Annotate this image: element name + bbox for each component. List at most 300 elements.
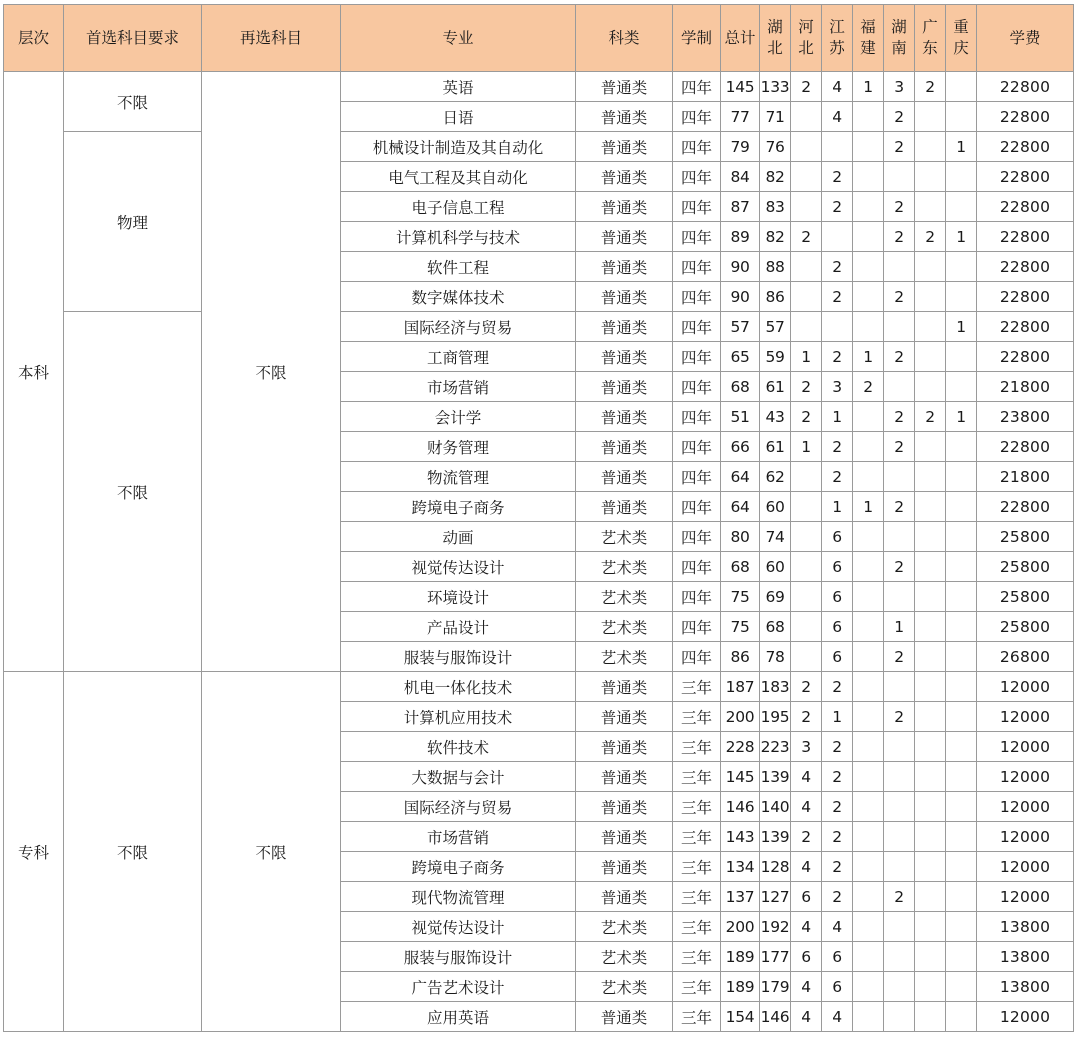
duration-cell: 四年 xyxy=(673,282,721,312)
major-cell: 机电一体化技术 xyxy=(341,672,576,702)
chongqing-cell xyxy=(946,492,977,522)
total-cell: 68 xyxy=(721,552,760,582)
chongqing-cell xyxy=(946,102,977,132)
hubei-cell: 69 xyxy=(760,582,791,612)
hubei-cell: 60 xyxy=(760,552,791,582)
header-fujian: 福 建 xyxy=(853,5,884,72)
fujian-cell xyxy=(853,972,884,1002)
category-cell: 艺术类 xyxy=(576,942,673,972)
total-cell: 189 xyxy=(721,972,760,1002)
header-hebei: 河 北 xyxy=(791,5,822,72)
fujian-cell xyxy=(853,102,884,132)
guangdong-cell: 2 xyxy=(915,402,946,432)
hebei-cell xyxy=(791,492,822,522)
category-cell: 普通类 xyxy=(576,402,673,432)
chongqing-cell xyxy=(946,342,977,372)
major-cell: 软件工程 xyxy=(341,252,576,282)
chongqing-cell xyxy=(946,432,977,462)
total-cell: 143 xyxy=(721,822,760,852)
guangdong-cell xyxy=(915,162,946,192)
duration-cell: 四年 xyxy=(673,72,721,102)
major-cell: 市场营销 xyxy=(341,822,576,852)
hubei-cell: 127 xyxy=(760,882,791,912)
hunan-cell: 2 xyxy=(884,192,915,222)
category-cell: 普通类 xyxy=(576,462,673,492)
major-cell: 电子信息工程 xyxy=(341,192,576,222)
fujian-cell xyxy=(853,642,884,672)
guangdong-cell xyxy=(915,792,946,822)
guangdong-cell xyxy=(915,882,946,912)
hubei-cell: 139 xyxy=(760,762,791,792)
tuition-cell: 22800 xyxy=(977,432,1074,462)
duration-cell: 三年 xyxy=(673,1002,721,1032)
duration-cell: 四年 xyxy=(673,462,721,492)
major-cell: 市场营销 xyxy=(341,372,576,402)
hebei-cell xyxy=(791,642,822,672)
fujian-cell xyxy=(853,282,884,312)
guangdong-cell xyxy=(915,132,946,162)
hebei-cell xyxy=(791,102,822,132)
guangdong-cell xyxy=(915,252,946,282)
major-cell: 国际经济与贸易 xyxy=(341,312,576,342)
hunan-cell: 2 xyxy=(884,642,915,672)
hebei-cell xyxy=(791,132,822,162)
fujian-cell xyxy=(853,432,884,462)
chongqing-cell: 1 xyxy=(946,402,977,432)
jiangsu-cell xyxy=(822,132,853,162)
guangdong-cell xyxy=(915,492,946,522)
jiangsu-cell: 1 xyxy=(822,492,853,522)
chongqing-cell xyxy=(946,762,977,792)
hunan-cell: 3 xyxy=(884,72,915,102)
guangdong-cell xyxy=(915,462,946,492)
guangdong-cell xyxy=(915,102,946,132)
hubei-cell: 146 xyxy=(760,1002,791,1032)
guangdong-cell xyxy=(915,702,946,732)
hubei-cell: 88 xyxy=(760,252,791,282)
jiangsu-cell: 3 xyxy=(822,372,853,402)
total-cell: 86 xyxy=(721,642,760,672)
total-cell: 84 xyxy=(721,162,760,192)
total-cell: 145 xyxy=(721,762,760,792)
guangdong-cell xyxy=(915,1002,946,1032)
table-body xyxy=(4,72,1074,1032)
hebei-cell: 4 xyxy=(791,1002,822,1032)
category-cell: 普通类 xyxy=(576,72,673,102)
duration-cell: 四年 xyxy=(673,522,721,552)
hubei-cell: 82 xyxy=(760,162,791,192)
major-cell: 机械设计制造及其自动化 xyxy=(341,132,576,162)
hunan-cell xyxy=(884,852,915,882)
duration-cell: 三年 xyxy=(673,792,721,822)
hunan-cell xyxy=(884,252,915,282)
major-cell: 服装与服饰设计 xyxy=(341,642,576,672)
guangdong-cell xyxy=(915,642,946,672)
jiangsu-cell: 6 xyxy=(822,642,853,672)
hebei-cell xyxy=(791,462,822,492)
hubei-cell: 60 xyxy=(760,492,791,522)
chongqing-cell xyxy=(946,192,977,222)
guangdong-cell xyxy=(915,432,946,462)
jiangsu-cell: 2 xyxy=(822,732,853,762)
table-row xyxy=(4,132,1074,162)
hubei-cell: 183 xyxy=(760,672,791,702)
category-cell: 普通类 xyxy=(576,312,673,342)
jiangsu-cell: 6 xyxy=(822,942,853,972)
jiangsu-cell: 6 xyxy=(822,972,853,1002)
fujian-cell xyxy=(853,702,884,732)
category-cell: 普通类 xyxy=(576,762,673,792)
hubei-cell: 59 xyxy=(760,342,791,372)
total-cell: 68 xyxy=(721,372,760,402)
hubei-cell: 57 xyxy=(760,312,791,342)
hunan-cell: 2 xyxy=(884,702,915,732)
guangdong-cell xyxy=(915,282,946,312)
fujian-cell xyxy=(853,1002,884,1032)
duration-cell: 四年 xyxy=(673,642,721,672)
chongqing-cell xyxy=(946,702,977,732)
category-cell: 普通类 xyxy=(576,492,673,522)
fujian-cell xyxy=(853,912,884,942)
chongqing-cell xyxy=(946,732,977,762)
hebei-cell xyxy=(791,192,822,222)
tuition-cell: 12000 xyxy=(977,792,1074,822)
category-cell: 艺术类 xyxy=(576,612,673,642)
hunan-cell xyxy=(884,162,915,192)
fujian-cell xyxy=(853,732,884,762)
duration-cell: 三年 xyxy=(673,882,721,912)
total-cell: 66 xyxy=(721,432,760,462)
total-cell: 146 xyxy=(721,792,760,822)
jiangsu-cell: 2 xyxy=(822,162,853,192)
hunan-cell xyxy=(884,942,915,972)
tuition-cell: 12000 xyxy=(977,1002,1074,1032)
tuition-cell: 25800 xyxy=(977,612,1074,642)
category-cell: 普通类 xyxy=(576,282,673,312)
total-cell: 64 xyxy=(721,462,760,492)
jiangsu-cell: 4 xyxy=(822,72,853,102)
first-subject-cell: 不限 xyxy=(64,72,202,132)
tuition-cell: 23800 xyxy=(977,402,1074,432)
guangdong-cell xyxy=(915,762,946,792)
duration-cell: 四年 xyxy=(673,402,721,432)
category-cell: 艺术类 xyxy=(576,642,673,672)
jiangsu-cell: 2 xyxy=(822,282,853,312)
tuition-cell: 22800 xyxy=(977,72,1074,102)
jiangsu-cell: 2 xyxy=(822,792,853,822)
guangdong-cell: 2 xyxy=(915,222,946,252)
tuition-cell: 22800 xyxy=(977,162,1074,192)
jiangsu-cell: 1 xyxy=(822,702,853,732)
total-cell: 57 xyxy=(721,312,760,342)
fujian-cell xyxy=(853,852,884,882)
hebei-cell: 6 xyxy=(791,882,822,912)
hunan-cell xyxy=(884,762,915,792)
chongqing-cell: 1 xyxy=(946,222,977,252)
major-cell: 计算机应用技术 xyxy=(341,702,576,732)
category-cell: 普通类 xyxy=(576,372,673,402)
hubei-cell: 140 xyxy=(760,792,791,822)
chongqing-cell xyxy=(946,522,977,552)
header-first-subject: 首选科目要求 xyxy=(64,5,202,72)
category-cell: 普通类 xyxy=(576,192,673,222)
guangdong-cell: 2 xyxy=(915,72,946,102)
chongqing-cell xyxy=(946,882,977,912)
category-cell: 普通类 xyxy=(576,222,673,252)
hebei-cell: 4 xyxy=(791,792,822,822)
tuition-cell: 25800 xyxy=(977,582,1074,612)
hebei-cell xyxy=(791,552,822,582)
hunan-cell: 2 xyxy=(884,432,915,462)
fujian-cell xyxy=(853,822,884,852)
header-chongqing: 重 庆 xyxy=(946,5,977,72)
major-cell: 软件技术 xyxy=(341,732,576,762)
category-cell: 普通类 xyxy=(576,822,673,852)
duration-cell: 三年 xyxy=(673,762,721,792)
chongqing-cell xyxy=(946,72,977,102)
hebei-cell xyxy=(791,582,822,612)
duration-cell: 三年 xyxy=(673,912,721,942)
fujian-cell xyxy=(853,132,884,162)
total-cell: 77 xyxy=(721,102,760,132)
first-subject-cell: 不限 xyxy=(64,672,202,1032)
header-level: 层次 xyxy=(4,5,64,72)
chongqing-cell xyxy=(946,582,977,612)
jiangsu-cell: 4 xyxy=(822,912,853,942)
total-cell: 134 xyxy=(721,852,760,882)
tuition-cell: 12000 xyxy=(977,882,1074,912)
chongqing-cell xyxy=(946,972,977,1002)
major-cell: 跨境电子商务 xyxy=(341,492,576,522)
guangdong-cell xyxy=(915,732,946,762)
total-cell: 200 xyxy=(721,702,760,732)
total-cell: 189 xyxy=(721,942,760,972)
major-cell: 日语 xyxy=(341,102,576,132)
guangdong-cell xyxy=(915,582,946,612)
hebei-cell: 2 xyxy=(791,72,822,102)
duration-cell: 四年 xyxy=(673,192,721,222)
chongqing-cell xyxy=(946,372,977,402)
chongqing-cell xyxy=(946,1002,977,1032)
fujian-cell xyxy=(853,222,884,252)
category-cell: 普通类 xyxy=(576,102,673,132)
total-cell: 75 xyxy=(721,612,760,642)
jiangsu-cell: 4 xyxy=(822,1002,853,1032)
chongqing-cell xyxy=(946,252,977,282)
level-cell: 本科 xyxy=(4,72,64,672)
jiangsu-cell: 6 xyxy=(822,582,853,612)
fujian-cell xyxy=(853,552,884,582)
jiangsu-cell: 2 xyxy=(822,252,853,282)
duration-cell: 三年 xyxy=(673,852,721,882)
duration-cell: 四年 xyxy=(673,132,721,162)
hebei-cell xyxy=(791,522,822,552)
fujian-cell xyxy=(853,612,884,642)
header-hunan: 湖 南 xyxy=(884,5,915,72)
total-cell: 90 xyxy=(721,252,760,282)
chongqing-cell xyxy=(946,462,977,492)
guangdong-cell xyxy=(915,522,946,552)
hunan-cell xyxy=(884,582,915,612)
tuition-cell: 12000 xyxy=(977,762,1074,792)
major-cell: 环境设计 xyxy=(341,582,576,612)
hebei-cell: 6 xyxy=(791,942,822,972)
hubei-cell: 76 xyxy=(760,132,791,162)
tuition-cell: 13800 xyxy=(977,942,1074,972)
chongqing-cell xyxy=(946,822,977,852)
category-cell: 艺术类 xyxy=(576,552,673,582)
tuition-cell: 12000 xyxy=(977,852,1074,882)
fujian-cell xyxy=(853,312,884,342)
chongqing-cell xyxy=(946,612,977,642)
jiangsu-cell xyxy=(822,222,853,252)
hubei-cell: 86 xyxy=(760,282,791,312)
duration-cell: 四年 xyxy=(673,252,721,282)
guangdong-cell xyxy=(915,552,946,582)
hunan-cell: 2 xyxy=(884,282,915,312)
category-cell: 普通类 xyxy=(576,1002,673,1032)
hubei-cell: 195 xyxy=(760,702,791,732)
duration-cell: 四年 xyxy=(673,582,721,612)
major-cell: 数字媒体技术 xyxy=(341,282,576,312)
chongqing-cell: 1 xyxy=(946,132,977,162)
fujian-cell xyxy=(853,162,884,192)
guangdong-cell xyxy=(915,612,946,642)
hebei-cell: 4 xyxy=(791,852,822,882)
tuition-cell: 12000 xyxy=(977,822,1074,852)
guangdong-cell xyxy=(915,972,946,1002)
tuition-cell: 22800 xyxy=(977,252,1074,282)
header-row xyxy=(4,5,1074,72)
major-cell: 国际经济与贸易 xyxy=(341,792,576,822)
duration-cell: 四年 xyxy=(673,612,721,642)
category-cell: 普通类 xyxy=(576,132,673,162)
chongqing-cell xyxy=(946,942,977,972)
hubei-cell: 78 xyxy=(760,642,791,672)
hebei-cell xyxy=(791,612,822,642)
tuition-cell: 22800 xyxy=(977,342,1074,372)
total-cell: 187 xyxy=(721,672,760,702)
hunan-cell: 2 xyxy=(884,342,915,372)
major-cell: 大数据与会计 xyxy=(341,762,576,792)
tuition-cell: 12000 xyxy=(977,672,1074,702)
duration-cell: 四年 xyxy=(673,162,721,192)
major-cell: 会计学 xyxy=(341,402,576,432)
hunan-cell xyxy=(884,822,915,852)
category-cell: 普通类 xyxy=(576,252,673,282)
hubei-cell: 139 xyxy=(760,822,791,852)
duration-cell: 三年 xyxy=(673,732,721,762)
jiangsu-cell: 2 xyxy=(822,822,853,852)
guangdong-cell xyxy=(915,822,946,852)
hebei-cell: 3 xyxy=(791,732,822,762)
hunan-cell xyxy=(884,372,915,402)
total-cell: 228 xyxy=(721,732,760,762)
hebei-cell xyxy=(791,162,822,192)
category-cell: 普通类 xyxy=(576,732,673,762)
hebei-cell xyxy=(791,282,822,312)
category-cell: 艺术类 xyxy=(576,522,673,552)
chongqing-cell xyxy=(946,792,977,822)
total-cell: 79 xyxy=(721,132,760,162)
tuition-cell: 25800 xyxy=(977,552,1074,582)
second-subject-cell: 不限 xyxy=(202,672,341,1032)
hubei-cell: 68 xyxy=(760,612,791,642)
table-row xyxy=(4,672,1074,702)
hubei-cell: 83 xyxy=(760,192,791,222)
guangdong-cell xyxy=(915,852,946,882)
tuition-cell: 12000 xyxy=(977,702,1074,732)
hunan-cell xyxy=(884,672,915,702)
major-cell: 工商管理 xyxy=(341,342,576,372)
header-major: 专业 xyxy=(341,5,576,72)
enrollment-plan-table xyxy=(3,4,1074,1032)
jiangsu-cell: 4 xyxy=(822,102,853,132)
duration-cell: 四年 xyxy=(673,432,721,462)
duration-cell: 三年 xyxy=(673,672,721,702)
hunan-cell xyxy=(884,972,915,1002)
major-cell: 物流管理 xyxy=(341,462,576,492)
jiangsu-cell: 2 xyxy=(822,852,853,882)
hebei-cell: 2 xyxy=(791,222,822,252)
fujian-cell xyxy=(853,252,884,282)
category-cell: 普通类 xyxy=(576,702,673,732)
major-cell: 广告艺术设计 xyxy=(341,972,576,1002)
fujian-cell: 2 xyxy=(853,372,884,402)
category-cell: 普通类 xyxy=(576,852,673,882)
hubei-cell: 43 xyxy=(760,402,791,432)
category-cell: 艺术类 xyxy=(576,912,673,942)
jiangsu-cell: 6 xyxy=(822,552,853,582)
level-cell: 专科 xyxy=(4,672,64,1032)
hubei-cell: 192 xyxy=(760,912,791,942)
hunan-cell: 2 xyxy=(884,132,915,162)
table-row xyxy=(4,72,1074,102)
chongqing-cell xyxy=(946,642,977,672)
category-cell: 艺术类 xyxy=(576,582,673,612)
guangdong-cell xyxy=(915,342,946,372)
hubei-cell: 133 xyxy=(760,72,791,102)
chongqing-cell xyxy=(946,852,977,882)
duration-cell: 三年 xyxy=(673,942,721,972)
tuition-cell: 25800 xyxy=(977,522,1074,552)
duration-cell: 四年 xyxy=(673,492,721,522)
hubei-cell: 74 xyxy=(760,522,791,552)
header-duration: 学制 xyxy=(673,5,721,72)
fujian-cell xyxy=(853,522,884,552)
category-cell: 普通类 xyxy=(576,162,673,192)
hunan-cell xyxy=(884,792,915,822)
total-cell: 154 xyxy=(721,1002,760,1032)
tuition-cell: 22800 xyxy=(977,492,1074,522)
duration-cell: 四年 xyxy=(673,312,721,342)
guangdong-cell xyxy=(915,912,946,942)
hebei-cell: 2 xyxy=(791,402,822,432)
jiangsu-cell: 2 xyxy=(822,192,853,222)
tuition-cell: 22800 xyxy=(977,222,1074,252)
hebei-cell: 2 xyxy=(791,672,822,702)
duration-cell: 三年 xyxy=(673,822,721,852)
hebei-cell: 2 xyxy=(791,702,822,732)
hubei-cell: 128 xyxy=(760,852,791,882)
duration-cell: 三年 xyxy=(673,972,721,1002)
chongqing-cell xyxy=(946,912,977,942)
fujian-cell xyxy=(853,792,884,822)
fujian-cell: 1 xyxy=(853,72,884,102)
hunan-cell xyxy=(884,312,915,342)
fujian-cell xyxy=(853,582,884,612)
hunan-cell xyxy=(884,912,915,942)
